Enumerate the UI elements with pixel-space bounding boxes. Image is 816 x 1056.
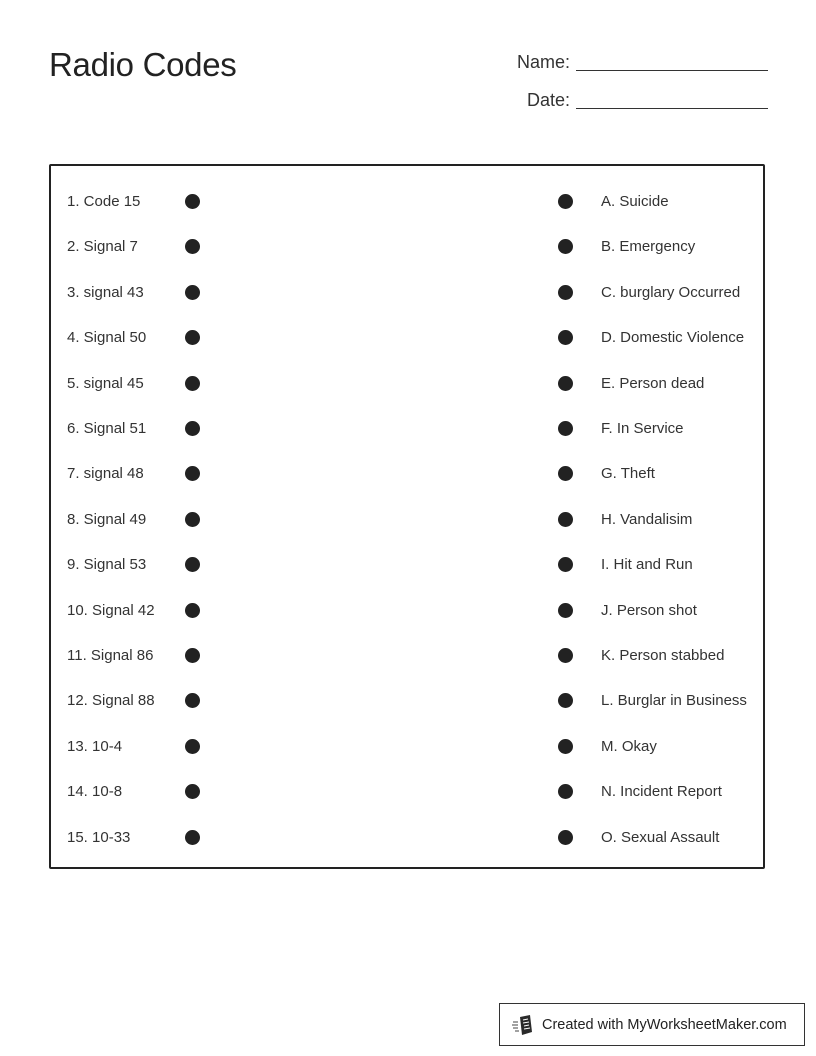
match-row [51, 826, 763, 850]
answer-label: I. Hit and Run [601, 556, 693, 574]
question-label: 14. 10-8 [67, 783, 123, 801]
footer-text: Created with MyWorksheetMaker.com [542, 1016, 787, 1033]
answer-label: D. Domestic Violence [601, 329, 745, 347]
match-row [51, 644, 763, 668]
answer-dot-icon[interactable] [558, 376, 573, 391]
answer-label: A. Suicide [601, 193, 669, 210]
answer-label: K. Person stabbed [601, 647, 725, 664]
match-row [51, 735, 763, 759]
worksheet-logo-icon [512, 1014, 534, 1036]
answer-dot-icon[interactable] [558, 421, 573, 436]
answer-label: M. Okay [601, 737, 657, 755]
question-dot-icon[interactable] [185, 603, 200, 618]
date-input-line[interactable] [576, 107, 768, 109]
answer-label: C. burglary Occurred [601, 283, 741, 301]
match-row [51, 462, 763, 486]
answer-dot-icon[interactable] [558, 194, 573, 209]
answer-dot-icon[interactable] [558, 239, 573, 254]
match-row [51, 281, 763, 305]
question-label: 9. Signal 53 [67, 556, 147, 574]
answer-dot-icon[interactable] [558, 739, 573, 754]
question-label: 13. 10-4 [67, 737, 123, 755]
question-dot-icon[interactable] [185, 376, 200, 391]
answer-dot-icon[interactable] [558, 557, 573, 572]
question-label: 4. Signal 50 [67, 329, 147, 347]
question-label: 10. Signal 42 [67, 601, 155, 619]
match-row [51, 599, 763, 623]
question-dot-icon[interactable] [185, 285, 200, 300]
match-row [51, 417, 763, 441]
question-label: 3. signal 43 [67, 283, 144, 301]
answer-label: O. Sexual Assault [601, 828, 720, 846]
footer-credit [499, 1003, 805, 1046]
match-row [51, 553, 763, 577]
name-field [510, 52, 768, 73]
question-dot-icon[interactable] [185, 421, 200, 436]
answer-label: J. Person shot [601, 601, 697, 619]
date-field [510, 90, 768, 111]
answer-dot-icon[interactable] [558, 830, 573, 845]
question-dot-icon[interactable] [185, 648, 200, 663]
answer-label: G. Theft [601, 465, 655, 483]
question-dot-icon[interactable] [185, 830, 200, 845]
question-label: 15. 10-33 [67, 828, 131, 846]
answer-dot-icon[interactable] [558, 466, 573, 481]
date-label: Date: [526, 90, 570, 110]
question-dot-icon[interactable] [185, 194, 200, 209]
question-dot-icon[interactable] [185, 239, 200, 254]
page-title: Radio Codes [49, 46, 237, 83]
answer-dot-icon[interactable] [558, 693, 573, 708]
question-dot-icon[interactable] [185, 466, 200, 481]
answer-label: E. Person dead [601, 374, 705, 392]
answer-dot-icon[interactable] [558, 285, 573, 300]
answer-label: H. Vandalisim [601, 510, 693, 528]
answer-dot-icon[interactable] [558, 512, 573, 527]
question-label: 5. signal 45 [67, 374, 144, 392]
question-label: 6. Signal 51 [67, 420, 147, 437]
match-row [51, 190, 763, 214]
question-label: 11. Signal 86 [67, 647, 154, 664]
question-label: 8. Signal 49 [67, 510, 147, 528]
answer-dot-icon[interactable] [558, 784, 573, 799]
answer-label: F. In Service [601, 420, 684, 437]
answer-label: B. Emergency [601, 238, 696, 256]
match-row [51, 326, 763, 350]
match-row [51, 235, 763, 259]
question-dot-icon[interactable] [185, 739, 200, 754]
question-dot-icon[interactable] [185, 512, 200, 527]
match-row [51, 780, 763, 804]
question-dot-icon[interactable] [185, 557, 200, 572]
question-label: 2. Signal 7 [67, 238, 138, 256]
answer-label: N. Incident Report [601, 783, 722, 801]
answer-dot-icon[interactable] [558, 330, 573, 345]
match-row [51, 372, 763, 396]
question-label: 12. Signal 88 [67, 692, 155, 710]
question-dot-icon[interactable] [185, 330, 200, 345]
matching-box [49, 164, 765, 869]
question-dot-icon[interactable] [185, 693, 200, 708]
answer-dot-icon[interactable] [558, 603, 573, 618]
question-label: 7. signal 48 [67, 465, 144, 483]
question-dot-icon[interactable] [185, 784, 200, 799]
question-label: 1. Code 15 [67, 193, 141, 210]
match-row [51, 508, 763, 532]
name-label: Name: [516, 52, 570, 72]
answer-dot-icon[interactable] [558, 648, 573, 663]
answer-label: L. Burglar in Business [601, 692, 747, 710]
name-input-line[interactable] [576, 69, 768, 71]
match-row [51, 689, 763, 713]
